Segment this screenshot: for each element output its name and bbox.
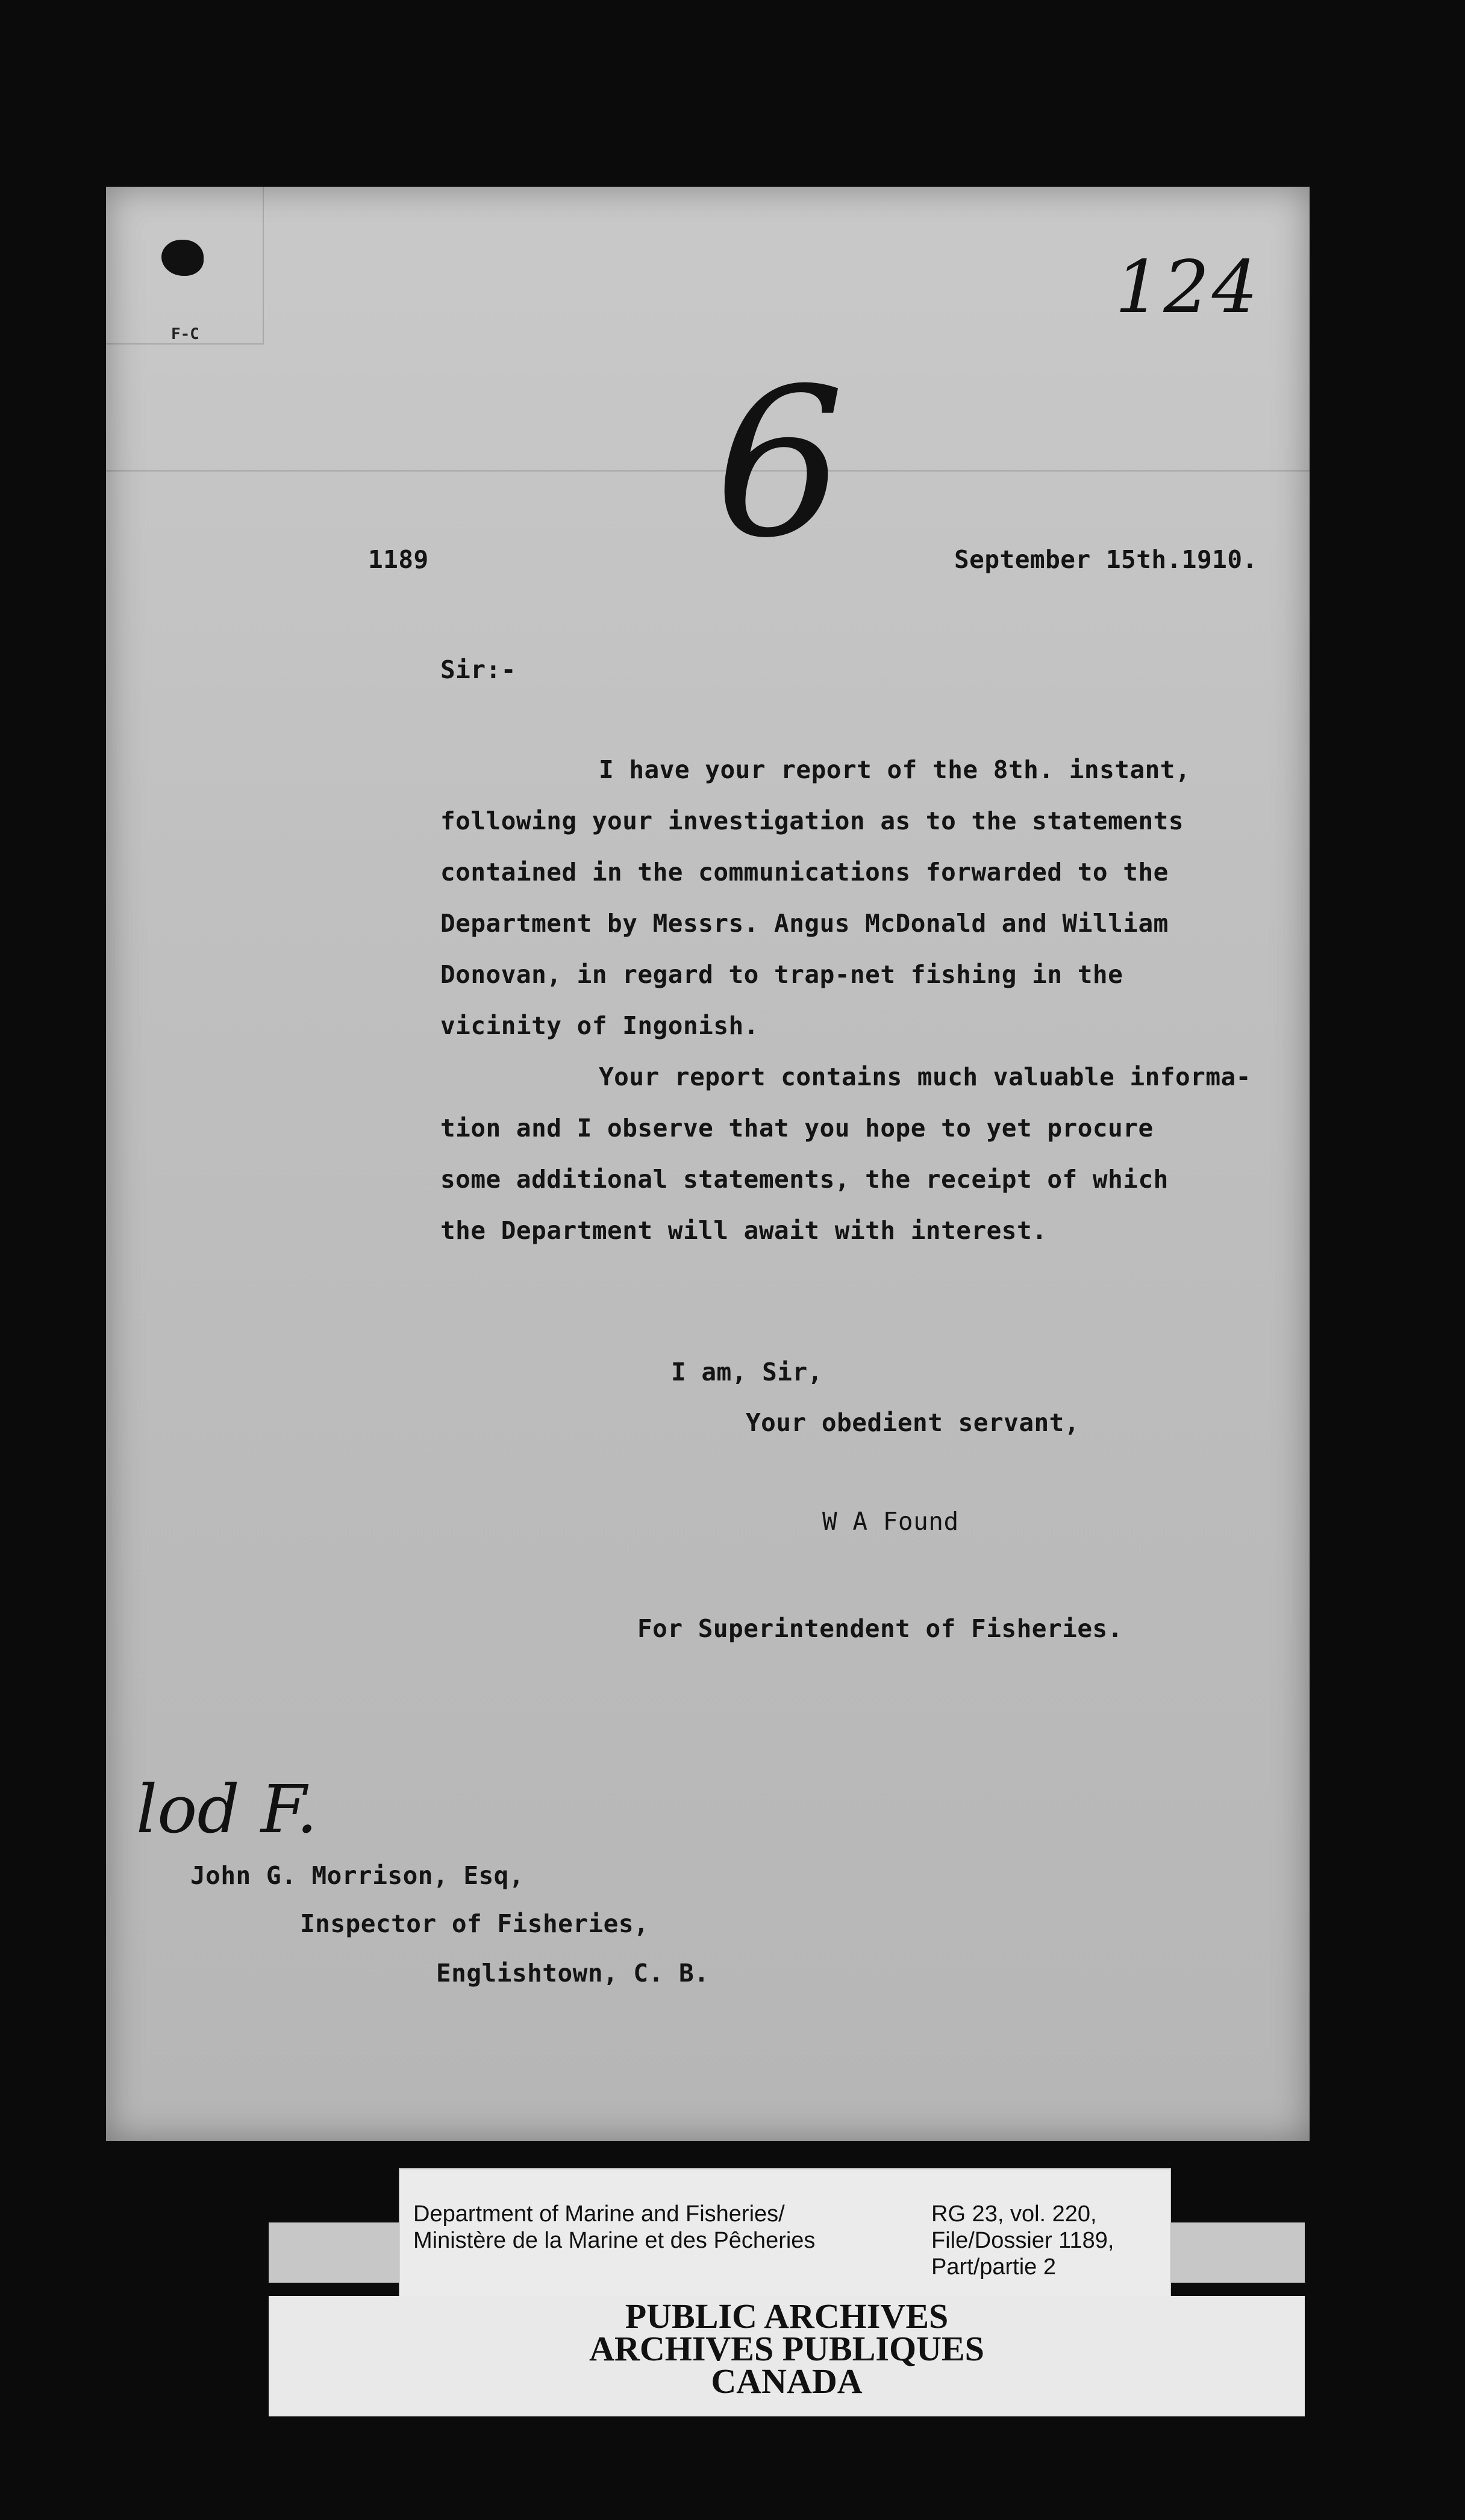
signer-title: For Superintendent of Fisheries. — [637, 1614, 1123, 1643]
body-line: tion and I observe that you hope to yet procure — [440, 1114, 1154, 1143]
reference-line: RG 23, vol. 220, — [931, 2201, 1097, 2227]
department-fr: Ministère de la Marine et des Pêcheries — [413, 2228, 816, 2253]
department-en: Department of Marine and Fisheries/ — [413, 2201, 785, 2227]
reference-line: File/Dossier 1189, — [931, 2228, 1114, 2253]
folio-number: 124 — [1115, 246, 1261, 329]
reference-line: Part/partie 2 — [931, 2254, 1056, 2280]
closing-line-2: Your obedient servant, — [746, 1408, 1080, 1437]
body-line: vicinity of Ingonish. — [440, 1011, 759, 1040]
body-line: contained in the communications forwarded to the — [440, 858, 1169, 887]
archives-line: CANADA — [711, 2362, 863, 2401]
body-line: Department by Messrs. Angus McDonald and William — [440, 909, 1169, 938]
letter-date: September 15th.1910. — [954, 545, 1258, 574]
fold-line — [106, 470, 1310, 472]
addressee-line: Inspector of Fisheries, — [300, 1909, 649, 1938]
archives-line: PUBLIC ARCHIVES — [625, 2297, 949, 2336]
letter-sheet — [106, 187, 1310, 2141]
closing: I am, Sir, — [671, 1358, 823, 1386]
handwritten-mark: lod F. — [136, 1771, 317, 1848]
form-code: F-C — [171, 325, 199, 343]
signer-name: W A Found — [822, 1507, 959, 1536]
body-line: some additional statements, the receipt of which — [440, 1165, 1169, 1194]
salutation: Sir:- — [440, 655, 516, 684]
archives-line: ARCHIVES PUBLIQUES — [589, 2329, 984, 2368]
punch-hole — [161, 240, 204, 276]
body-line: the Department will await with interest. — [440, 1216, 1048, 1245]
handwritten-annotation-number: 6 — [714, 345, 845, 583]
body-line: I have your report of the 8th. instant, — [599, 755, 1191, 784]
addressee-line: John G. Morrison, Esq, — [190, 1861, 525, 1890]
body-line: Donovan, in regard to trap-net fishing in the — [440, 960, 1123, 989]
body-line: Your report contains much valuable informa- — [599, 1062, 1251, 1091]
body-line: following your investigation as to the statements — [440, 806, 1184, 835]
addressee-line: Englishtown, C. B. — [436, 1959, 710, 1988]
file-number: 1189 — [368, 545, 429, 574]
